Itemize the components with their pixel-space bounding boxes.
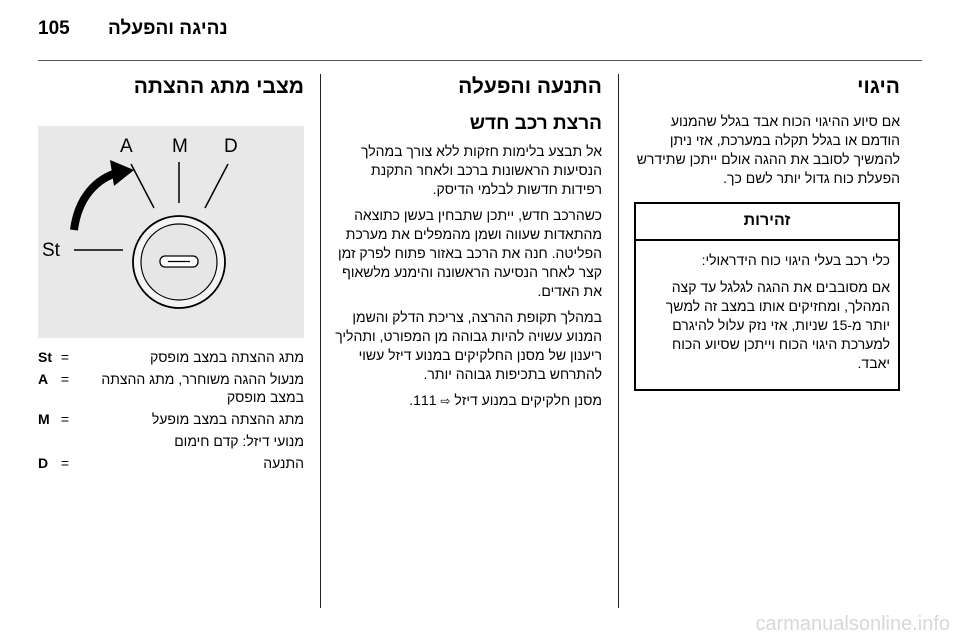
cross-reference[interactable]: מסנן חלקיקים במנוע דיזל ⇨ 111.: [409, 392, 602, 408]
legend-description: התנעה: [263, 455, 304, 471]
figure-label-d: D: [224, 136, 238, 157]
legend-equals: [58, 432, 72, 450]
steering-heading: היגוי: [857, 75, 900, 98]
legend-description: מנועי דיזל: קדם חימום: [174, 433, 304, 449]
cross-reference-page: 111: [413, 392, 437, 408]
legend-equals: =: [60, 349, 70, 365]
page-arrow-icon: ⇨: [440, 394, 451, 408]
rotation-arrow-shaft: [74, 172, 120, 230]
rotation-arrow-head: [110, 160, 134, 186]
header-rule: [38, 60, 922, 61]
figure-label-st: St: [42, 240, 60, 261]
page-number: 105: [38, 18, 70, 39]
legend-row: [38, 454, 304, 472]
caution-body: [636, 241, 898, 389]
column-divider-right: [618, 74, 619, 608]
caution-paragraph: כלי רכב בעלי היגוי כוח הידראולי:: [701, 252, 890, 268]
starting-operating-heading: התנעה והפעלה: [458, 75, 602, 98]
ignition-switch-drawing: [38, 126, 304, 338]
legend-equals: =: [60, 411, 70, 427]
body-paragraph: אם סיוע ההיגוי הכוח אבד בגלל שהמנוע הודמם או בגלל תקלה במערכת, אזי ניתן להמשיך לסובב את ההגה אולם ייתכן שתידרש הפעלת כוח גדול יותר לשם כך.: [636, 113, 900, 186]
ignition-positions-section: [38, 74, 304, 476]
legend-description: מתג ההצתה במצב מופעל: [151, 411, 304, 427]
cross-reference-text: מסנן חלקיקים במנוע דיזל: [454, 392, 602, 408]
legend-row: [38, 432, 304, 450]
body-paragraph: במהלך תקופת ההרצה, צריכת הדלק והשמן המנוע עשויה להיות גבוהה מן המפורט, ותהליך ריענון של מסנן החלקיקים במנוע דיזל עשוי להתרחש בתכיפות גבוהה יותר.: [335, 309, 602, 382]
legend-equals: =: [60, 371, 70, 387]
ignition-legend: [38, 348, 304, 472]
ignition-positions-heading: מצבי מתג ההצתה: [133, 75, 304, 98]
body-paragraph: כשהרכב חדש, ייתכן שתבחין בעשן כתוצאה מהתאדות שעווה ושמן מהמפלים את מערכת הפליטה. חנה את הרכב באזור פתוח לפרק זמן קצר לאחר הנסיעה הראשונה והימנע מלשאוף את האדים.: [337, 207, 602, 299]
legend-key: [38, 432, 58, 450]
caution-paragraph: אם מסובבים את ההגה לגלגל עד קצה המהלך, ומחזיקים אותו במצב זה למשך יותר מ-15 שניות, אזי נזק עלול להיגרם למערכת היגוי הכוח וייתכן שסיוע הכוח יאבד.: [665, 279, 890, 371]
column-divider-left: [320, 74, 321, 608]
legend-row: [38, 348, 304, 366]
legend-key: A: [38, 371, 49, 387]
legend-equals: =: [60, 455, 70, 471]
page-header: [38, 18, 922, 48]
body-paragraph: אל תבצע בלימות חזקות ללא צורך במהלך הנסיעות הראשונות ברכב ולאחר התקנת רפידות חדשות לבלמי הדיסק.: [361, 143, 602, 197]
legend-description: מתג ההצתה במצב מופסק: [149, 349, 304, 365]
watermark: carmanualsonline.info: [755, 613, 950, 635]
starting-operating-section: [335, 74, 602, 418]
legend-key: M: [38, 411, 50, 427]
caution-box: [634, 202, 900, 391]
legend-key: St: [38, 349, 52, 365]
legend-row: [38, 370, 304, 406]
ignition-switch-figure: [38, 126, 304, 338]
new-vehicle-running-in-heading: הרצת רכב חדש: [469, 113, 602, 134]
legend-row: [38, 410, 304, 428]
legend-key: D: [38, 455, 49, 471]
figure-label-a: A: [120, 136, 133, 157]
legend-description: מנעול ההגה משוחרר, מתג ההצתה במצב מופסק: [101, 371, 304, 405]
figure-label-m: M: [172, 136, 188, 157]
marker-line-a: [131, 164, 154, 208]
chapter-title: נהיגה והפעלה: [108, 18, 228, 39]
marker-line-d: [205, 164, 228, 208]
steering-section: [634, 74, 900, 391]
caution-title: זהירות: [636, 204, 898, 241]
